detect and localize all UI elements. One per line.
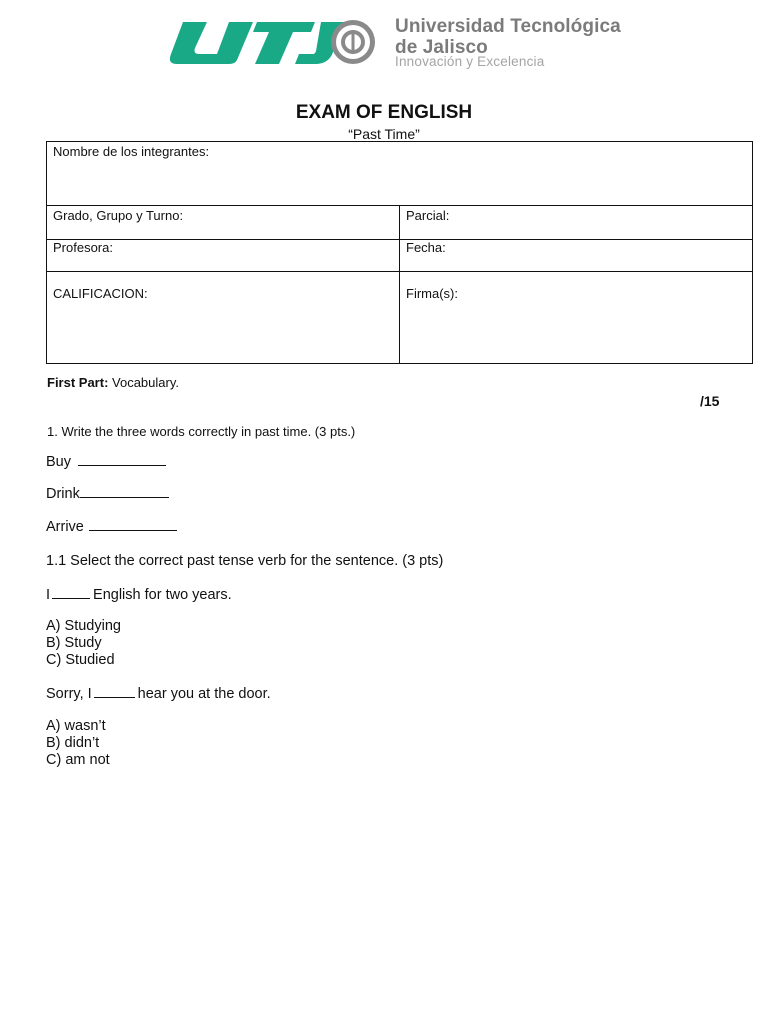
option-item[interactable]: C) Studied — [46, 652, 115, 668]
answer-blank[interactable] — [89, 518, 177, 531]
option-item[interactable]: B) didn’t — [46, 735, 100, 751]
word-text: Drink — [46, 486, 80, 502]
grade-cell[interactable] — [47, 272, 400, 364]
group-label: Grado, Grupo y Turno: — [53, 208, 184, 223]
answer-blank[interactable] — [52, 586, 90, 599]
section-topic: Vocabulary. — [108, 375, 179, 390]
answer-blank[interactable] — [94, 685, 135, 698]
university-name-line1: Universidad Tecnológica — [395, 16, 621, 37]
word-item — [46, 518, 177, 535]
partial-cell[interactable] — [400, 206, 753, 240]
teacher-row — [47, 240, 753, 272]
university-name-line2: de Jalisco — [395, 37, 488, 58]
section-score: /15 — [700, 393, 720, 409]
sentence-before: Sorry, I — [46, 686, 92, 702]
sentence-item — [46, 685, 271, 702]
answer-blank[interactable] — [80, 485, 169, 498]
option-item[interactable]: A) wasn’t — [46, 718, 106, 734]
sentence-after: English for two years. — [93, 587, 232, 603]
question-1-prompt: 1. Write the three words correctly in past time. (3 pts.) — [47, 424, 356, 439]
signature-cell[interactable] — [400, 272, 753, 364]
university-motto: Innovación y Excelencia — [395, 54, 545, 69]
team-members-cell[interactable] — [47, 142, 753, 206]
section-label: First Part: — [47, 375, 109, 390]
partial-label: Parcial: — [406, 208, 450, 223]
utj-logo — [165, 18, 385, 66]
option-list — [46, 618, 121, 669]
option-item[interactable]: A) Studying — [46, 618, 121, 634]
answer-blank[interactable] — [78, 453, 166, 466]
university-name — [395, 16, 621, 58]
teacher-label: Profesora: — [53, 240, 113, 255]
exam-title: EXAM OF ENGLISH — [295, 102, 473, 123]
group-cell[interactable] — [47, 206, 400, 240]
option-list — [46, 718, 110, 769]
team-members-label: Nombre de los integrantes: — [53, 144, 210, 159]
signature-label: Firma(s): — [406, 286, 458, 301]
word-text: Arrive — [46, 519, 84, 535]
option-item[interactable]: C) am not — [46, 752, 110, 768]
question-1-1-prompt: 1.1 Select the correct past tense verb for the sentence. (3 pts) — [46, 553, 444, 569]
grade-label: CALIFICACION: — [53, 286, 148, 301]
student-info-table — [46, 141, 753, 364]
sentence-after: hear you at the door. — [137, 686, 271, 702]
teacher-cell[interactable] — [47, 240, 400, 272]
word-item — [46, 485, 169, 502]
exam-subtitle: “Past Time” — [348, 126, 420, 142]
date-cell[interactable] — [400, 240, 753, 272]
section-heading — [47, 375, 179, 390]
group-row — [47, 206, 753, 240]
grade-row — [47, 272, 753, 364]
university-seal-icon — [331, 20, 375, 64]
word-text: Buy — [46, 454, 71, 470]
team-members-row — [47, 142, 753, 206]
word-item — [46, 453, 166, 470]
sentence-item — [46, 586, 232, 603]
sentence-before: I — [46, 587, 51, 603]
date-label: Fecha: — [406, 240, 446, 255]
option-item[interactable]: B) Study — [46, 635, 102, 651]
utj-letters-logo — [170, 22, 345, 64]
